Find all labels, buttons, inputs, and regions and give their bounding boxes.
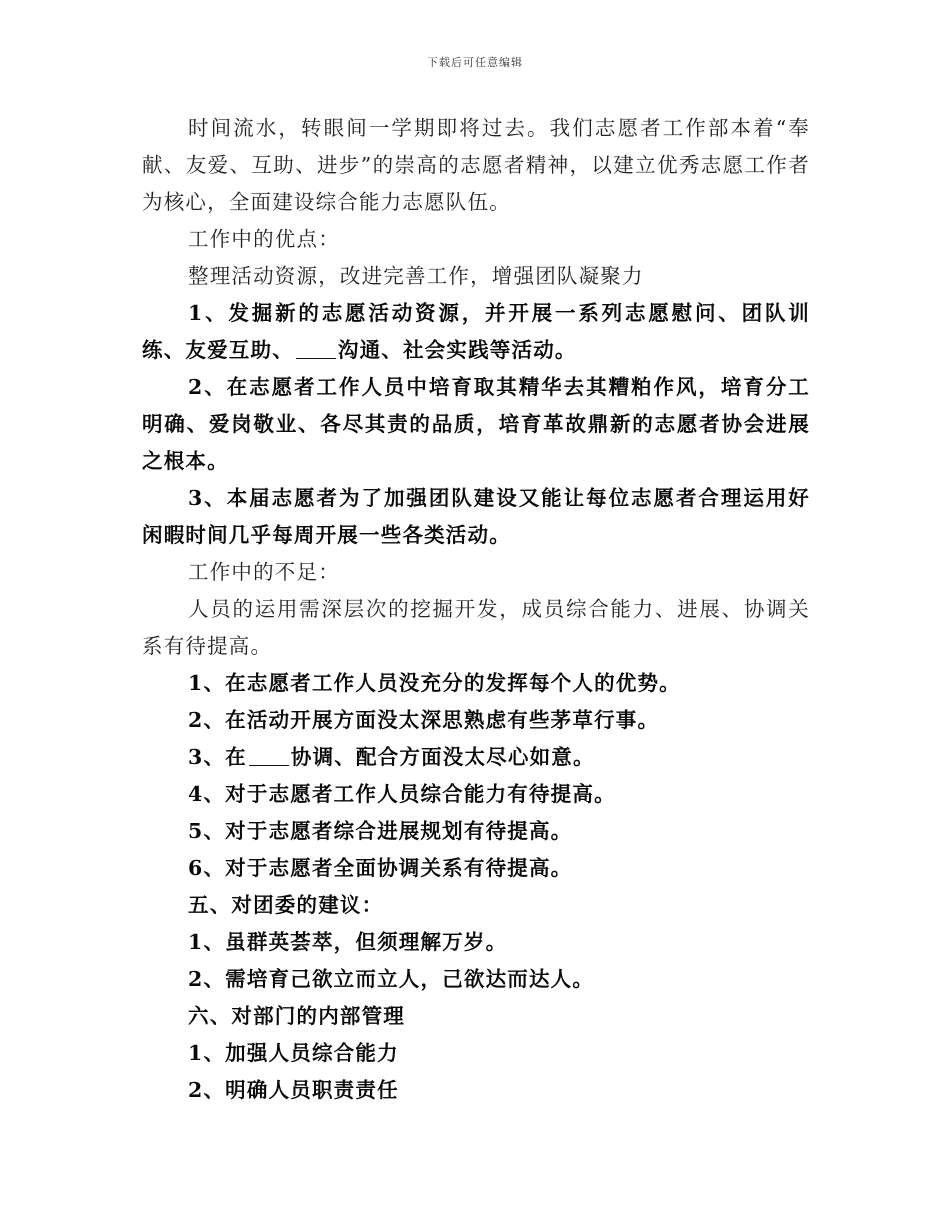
blank-underline [296, 338, 336, 360]
blank-underline [249, 745, 289, 767]
management-item-2: 2、明确人员职责责任 [188, 1078, 399, 1102]
management-heading: 六、对部门的内部管理 [188, 1004, 405, 1028]
suggestion-item-1: 1、虽群英荟萃，但须理解万岁。 [188, 930, 508, 954]
strength-item-1-text-before: 1、发掘新的志愿活动资源，并开展一系列志愿慰问、团队训练、友爱互助、 [142, 301, 810, 362]
weakness-item-3 [142, 739, 810, 776]
weakness-item-2: 2、在活动开展方面没太深思熟虑有些茅草行事。 [188, 708, 660, 732]
strength-item-1 [142, 295, 810, 369]
weakness-item-1: 1、在志愿者工作人员没充分的发挥每个人的优势。 [188, 671, 681, 695]
strength-item-2: 2、在志愿者工作人员中培育取其精华去其糟粕作风，培育分工明确、爱岗敬业、各尽其责的品质，培育革故鼎新的志愿者协会进展之根本。 [142, 375, 810, 473]
header-note: 下载后可任意编辑 [427, 56, 523, 69]
weakness-item-3-text-after: 协调、配合方面没太尽心如意。 [290, 745, 595, 769]
management-item-1: 1、加强人员综合能力 [188, 1041, 399, 1065]
strength-item-1-text-after: 沟通、社会实践等活动。 [337, 338, 577, 362]
weakness-item-6: 6、对于志愿者全面协调关系有待提高。 [188, 856, 573, 880]
weaknesses-heading: 工作中的不足： [188, 560, 340, 584]
weakness-item-5: 5、对于志愿者综合进展规划有待提高。 [188, 819, 573, 843]
strengths-summary: 整理活动资源，改进完善工作，增强团队凝聚力 [188, 264, 644, 288]
weakness-item-3-text-before: 3、在 [188, 745, 247, 769]
suggestion-item-2: 2、需培育己欲立而立人，己欲达而达人。 [188, 967, 595, 991]
weakness-item-4: 4、对于志愿者工作人员综合能力有待提高。 [188, 782, 616, 806]
intro-paragraph: 时间流水，转眼间一学期即将过去。我们志愿者工作部本着“奉献、友爱、互助、进步”的崇高的志愿者精神，以建立优秀志愿工作者为核心，全面建设综合能力志愿队伍。 [142, 116, 810, 214]
strengths-heading: 工作中的优点： [188, 227, 340, 251]
weaknesses-summary: 人员的运用需深层次的挖掘开发，成员综合能力、进展、协调关系有待提高。 [142, 597, 810, 658]
document-body [142, 110, 810, 1109]
suggestions-heading: 五、对团委的建议： [188, 893, 384, 917]
strength-item-3: 3、本届志愿者为了加强团队建设又能让每位志愿者合理运用好闲暇时间几乎每周开展一些各类活动。 [142, 486, 810, 547]
